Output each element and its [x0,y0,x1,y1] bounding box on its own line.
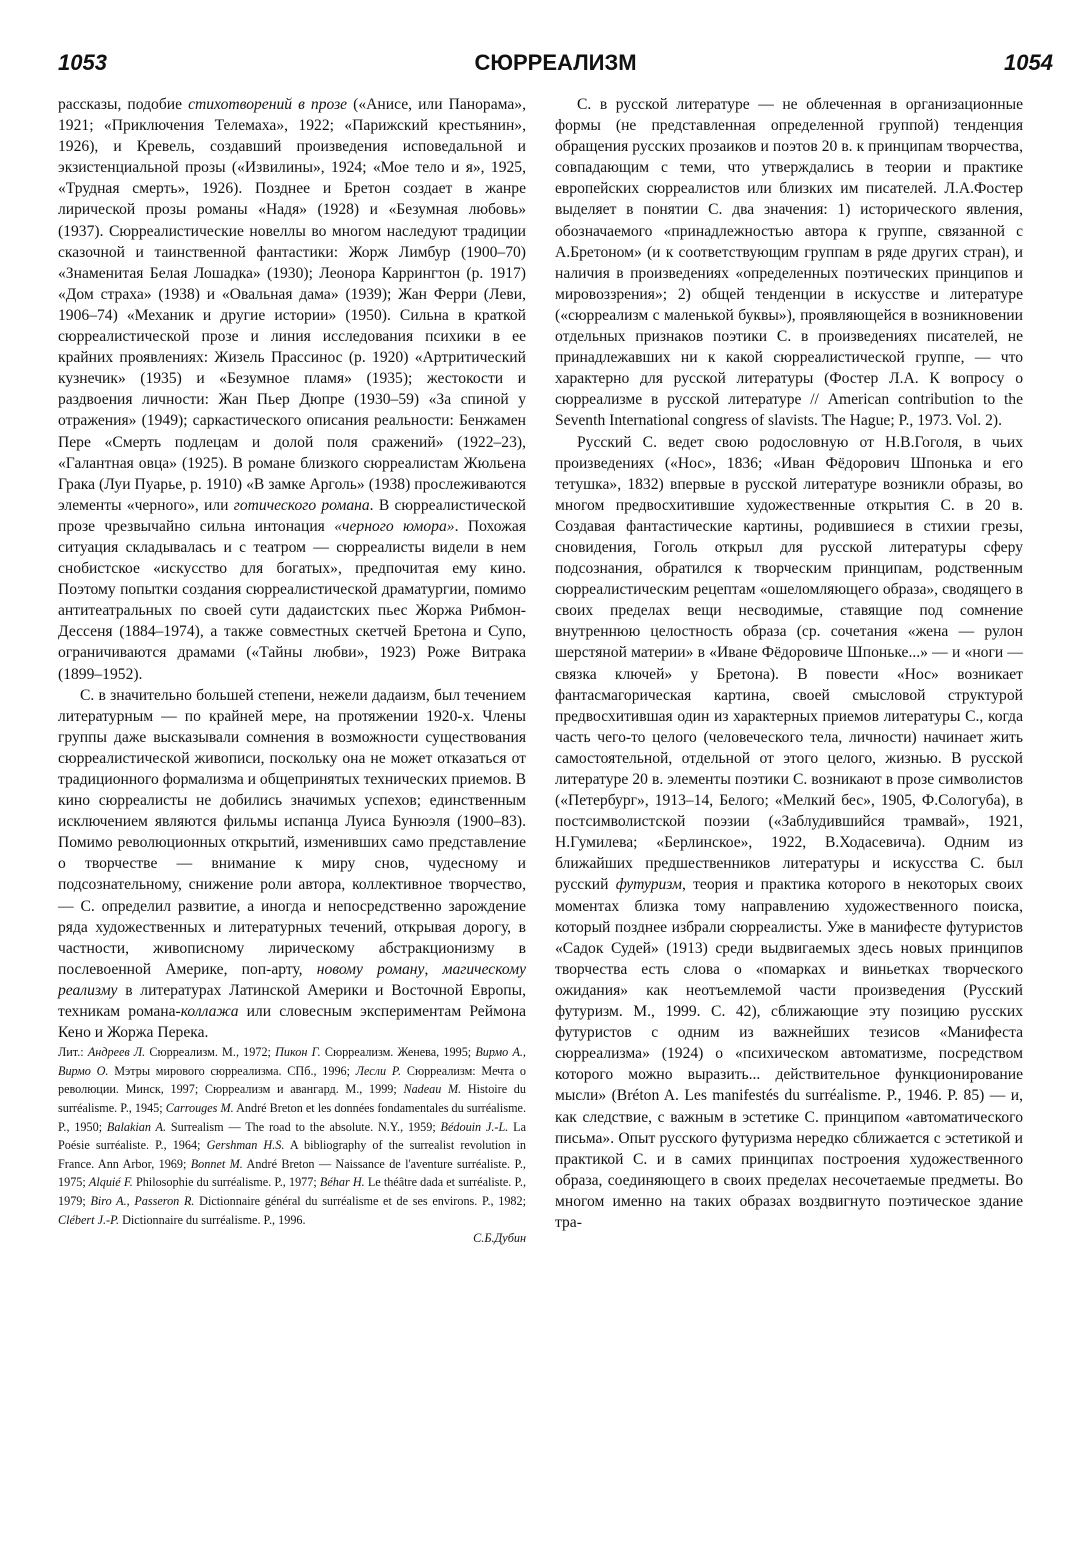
text-run: André Breton et les données fondamentales du surréalisme. P., 1950; [58,1101,526,1134]
author-name: Carrouges M. [165,1101,234,1115]
paragraph-russian-literature: С. в русской литературе — не облеченная в организационные формы (не представленная определенной группой) тенденция обращения русских прозаиков и поэтов 20 в. к принципам творчества, совпадающим с теми, что утверждались в теории и практике европейских сюрреалистов или близких им писателей. Л.А.Фостер выделяет в понятии С. два значения: 1) исторического явления, обозначаемого «принадлежностью автора к группе, связанной с А.Бретоном» (и к соответствующим группам в ряде других стран), и наличия в произведениях «определенных поэтических принципов и мировоззрения»; 2) общей тенденции в искусстве и литературе («сюрреализм с маленькой буквы»), проявляющейся в возникновении отдельных признаков поэтики С. в произведениях писателей, не принадлежавших ни к какой сюрреалистической группе, — что характерно для русской литературы (Фостер Л.А. К вопросу о сюрреализме в русской литературе // American contribution to the Seventh International congress of slavists. The Hague; P., 1973. Vol. 2). [555,96,1023,430]
author-name: Nadeau M. [403,1082,462,1097]
text-run: , [424,960,443,978]
page-number-left: 1053 [58,50,107,75]
paragraph-literary-movement [58,685,526,1044]
term-link: новому роману [316,960,425,978]
bibliography [58,1043,526,1229]
text-run: Dictionnaire général du surréalisme et de ses environs. P., 1982; [194,1193,526,1208]
text-run: La Poésie surréaliste. P., 1964; [58,1119,526,1153]
page-number-right: 1054 [1004,50,1053,75]
text-run: Histoire du surréalisme. P., 1945; [58,1082,526,1115]
author-name: Лесли Р. [355,1063,402,1078]
text-run: Русский С. ведет свою родословную от Н.В.Гоголя, в чьих произведениях («Нос», 1836; «Иван Фёдорович Шпонька и его тетушка», 1832) впервые в русской литературе возникли образы, во многом предвосхитившие художественные открытия С. в 20 в. Создавая фантастические картины, родившиеся в стихии грезы, сновидения, Гоголь открыл для русской литературы сферу подсознания, обратился к творческим принципам, родственным сюрреалистическим рецептам «ошеломляющего образа», сводящего в своих пределах вещи несводимые, ставящие под сомнение внутреннюю целостность образа (ср. сочетания «жена — рулон шерстяной материи» в «Иване Фёдоровиче Шпоньке...» — и «ноги — связка ключей» у Бретона). В повести «Нос» возникает фантасмагорическая картина, своей смысловой структурой предвосхитившая один из характерных приемов литературы С., когда часть чего-то целого (человеческого тела, личности) начинает жить самостоятельной, отдельной от этого целого, жизнью. В русской литературе 20 в. элементы поэтики С. возникают в прозе символистов («Петербург», 1913–14, Белого; «Мелкий бес», 1905, Ф.Сологуба), в постсимволистской поэзии («Заблудившийся трамвай», 1921, Н.Гумилева; «Берлинское», 1922, В.Ходасевича). Одним из ближайших предшественников литературы и искусства С. был русский [555,433,1023,894]
left-column [58,94,526,1248]
term-link: «черного юмора» [334,517,455,535]
term-link: коллажа [180,1003,239,1021]
author-name: Béhar H. [319,1175,365,1190]
term-link: футуризм [615,876,682,894]
text-run: André Breton — Naissance de l'aventure surréaliste. P., 1975; [58,1156,526,1190]
text-run: Сюрреализм. Женева, 1995; [320,1045,476,1060]
text-run: Philosophie du surréalisme. P., 1977; [132,1175,320,1190]
author-name: Clébert J.-P. [58,1212,120,1227]
term-link: готического романа [233,496,370,514]
author-name: Alquié F. [88,1175,133,1190]
paragraph-prose [58,94,526,685]
text-run: Мэтры мирового сюрреализма. СПб., 1996; [108,1063,356,1078]
text-run: Сюрреализм. М., 1972; [145,1045,276,1060]
author-name: Пикон Г. [275,1045,321,1060]
author-name: Bonnet M. [190,1156,243,1171]
author-name: Gershman H.S. [206,1138,285,1153]
text-run: («Анисе, или Панорама», 1921; «Приключения Телемаха», 1922; «Парижский крестьянин», 1926), и Кревель, создавший произведения исповедальной и экзистенциальной прозы («Извилины», 1924; «Мое тело и я», 1925, «Трудная смерть», 1926). Позднее и Бретон создает в жанре лирической прозы романы «Надя» (1928) и «Безумная любовь» (1937). Сюрреалистические новеллы во многом наследуют традиции сказочной и таинственной фантастики: Жорж Лимбур (1900–70) «Знаменитая Белая Лошадка» (1930); Леонора Каррингтон (р. 1917) «Дом страха» (1938) и «Овальная дама» (1939); Жан Ферри (Леви, 1906–74) «Механик и другие истории» (1950). Сильна в краткой сюрреалистической прозе и линия исследования психики в ее крайних проявлениях: Жизель Прассинос (р. 1920) «Артритический кузнечик» (1935) и «Безумное пламя» (1935); жестокости и раздвоения личности: Жан Пьер Дюпре (1930–59) «За спиной у отражения» (1949); саркастического описания реальности: Бенжамен Пере «Смерть подлецам и долой поля сражений» (1922–23), «Галантная овца» (1925). В романе близкого сюрреалистам Жюльена Грака (Луи Пуарье, р. 1910) «В замке Арголь» (1938) прослеживаются элементы «черного», или [58,96,527,514]
author-name: Андреев Л. [87,1045,146,1060]
text-run: Le théâtre dada et surréaliste. P., 1979; [58,1175,527,1208]
running-title: СЮРРЕАЛИЗМ [474,50,637,75]
author-name: Bédouin J.-L. [440,1119,509,1134]
text-run: С. в значительно большей степени, нежели дадаизм, был течением литературным — по крайней мере, на протяжении 1920-х. Члены группы даже высказывали сомнения в возможности существования сюрреалистической живописи, поскольку она не может отказаться от традиционного формализма и общепринятых технических приемов. В кино сюрреалисты не добились значимых успехов; единственным исключением являются фильмы испанца Луиса Бунюэля (1900–83). Помимо революционных открытий, изменивших само представление о творчестве — внимание к миру снов, чудесному и подсознательному, снижение роли автора, коллективное творчество, — С. определил развитие, а иногда и непосредственно зарождение ряда художественных и литературных течений, открывая дорогу, в частности, живописному лирическому абстракционизму в послевоенной Америке, поп-арту, [58,686,526,978]
author-name: Вирмо А., Вирмо О. [58,1045,526,1078]
author-name: Balakian A. [106,1119,167,1134]
paragraph-russian-surrealism [555,432,1023,1234]
article-author: С.Б.Дубин [473,1231,526,1246]
bibliography-label: Лит.: [58,1045,88,1060]
term-link: стихотворений в прозе [188,96,348,113]
text-run: A bibliography of the surrealist revolution in France. Ann Arbor, 1969; [58,1138,527,1171]
text-run: . Похожая ситуация складывалась и с театром — сюрреалисты видели в нем снобистское «искусство для богатых», предпочитая ему кино. Поэтому попытки создания сюрреалистической драматургии, помимо антитеатральных по своей сути дадаистских пьес Жоржа Рибмон-Дессеня (1884–1974), а также совместных скетчей Бретона и Супо, ограничиваются драмами («Тайны любви», 1923) Роже Витрака (1899–1952). [58,517,527,683]
page-header [58,50,1053,90]
term-link: магическому реализму [58,960,526,999]
text-run: Сюрреализм: Мечта о революции. Минск, 1997; Сюрреализм и авангард. М., 1999; [58,1063,527,1097]
text-run: рассказы, подобие [58,96,189,113]
text-run: Surrealism — The road to the absolute. N.Y., 1959; [166,1119,441,1134]
text-run: или словесным экспериментам Реймона Кено и Жоржа Перека. [58,1003,527,1042]
text-run: Dictionnaire du surréalisme. P., 1996. [119,1212,306,1227]
author-name: Biro A., Passeron R. [90,1193,195,1208]
text-run: в литературах Латинской Америки и Восточной Европы, техникам романа- [58,981,526,1021]
text-run: , теория и практика которого в некоторых своих моментах близка тому направлению художественного поиска, который позднее избрали сюрреалисты. Уже в манифесте футуристов «Садок Судей» (1913) среди выдвигаемых здесь новых принципов творчества есть слова о «помарках и виньетках творческого ожидания» как неотъемлемой части произведения (Русский футуризм. М., 1999. С. 42), сближающие эту позицию русских футуристов с одним из важнейших тезисов «Манифеста сюрреализма» (1924) о «психическом автоматизме, посредством которого можно выразить... действительное функционирование мысли» (Bréton A. Les manifestés du surréalisme. P., 1946. P. 85) — и, как следствие, с важным в эстетике С. принципом «автоматического письма». Опыт русского футуризма нередко сближается с эстетикой и практикой С. и в самих принципах построения художественного образа, соединяющего в своих пределах несочетаемые предметы. Во многом именно на таких образах воздвигнуто поэтическое здание тра- [555,876,1023,1231]
text-run: . В сюрреалистической прозе чрезвычайно сильна интонация [58,496,526,535]
right-column [555,94,1023,1233]
